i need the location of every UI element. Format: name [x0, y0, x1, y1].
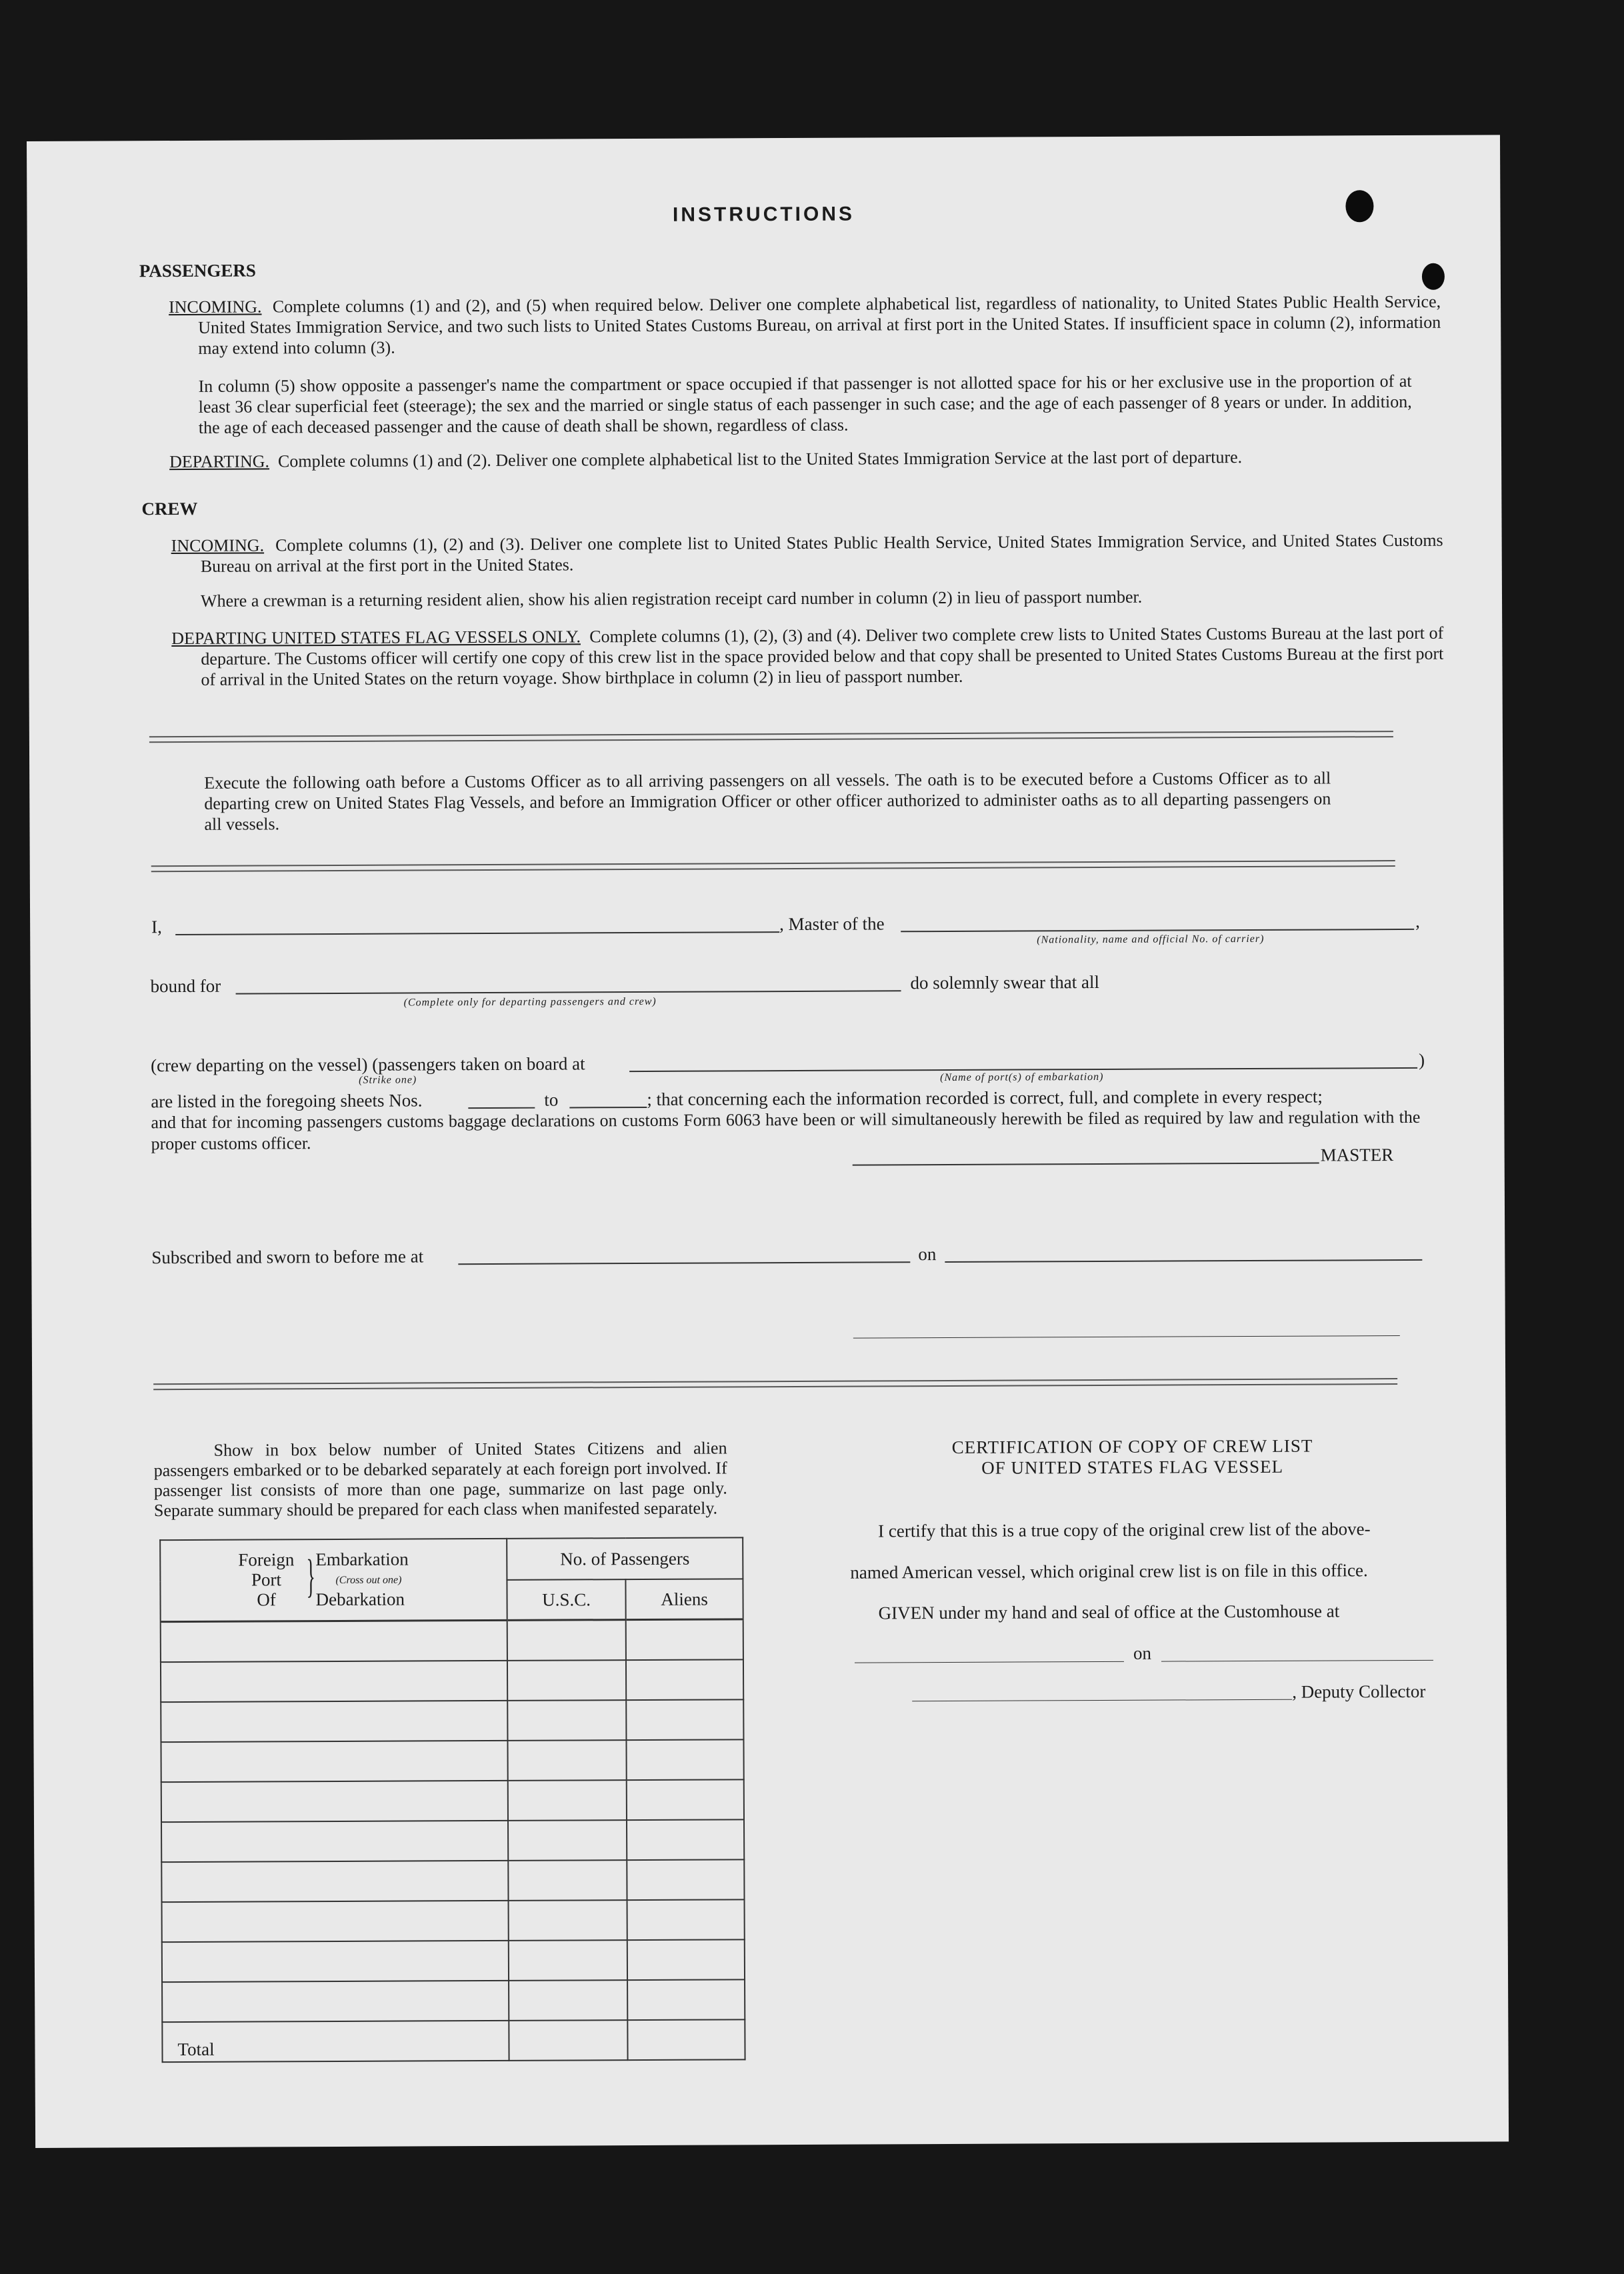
- aliens-cell[interactable]: [627, 1979, 745, 2020]
- summary-instructions-text: Show in box below number of United States Citizens and alien passengers embarked or to be debarked separately at each foreign port involved. If passenger list consists of more than one page, summarize on last page only. Separate summary should be prepared for each class when manifested separately.: [153, 1438, 727, 1521]
- ports-caption: (Name of port(s) of embarkation): [940, 1071, 1104, 1084]
- aliens-cell[interactable]: [626, 1739, 743, 1780]
- master-signature-field[interactable]: [853, 1163, 1319, 1166]
- cross-out-caption: (Cross out one): [335, 1574, 402, 1586]
- crew-departing-label: DEPARTING UNITED STATES FLAG VESSELS ONLY.: [171, 627, 581, 649]
- aliens-header: Aliens: [625, 1579, 743, 1620]
- port-cell[interactable]: [162, 1900, 509, 1941]
- bound-for-label: bound for: [150, 975, 221, 997]
- port-cell[interactable]: [162, 1980, 509, 2021]
- summary-row: [162, 1979, 745, 2022]
- crew-incoming-paragraph: [171, 530, 1443, 577]
- crew-departing-paragraph: [171, 623, 1443, 690]
- deputy-collector-label: , Deputy Collector: [1292, 1681, 1426, 1702]
- port-label: Port: [251, 1569, 281, 1590]
- sheet-from-field[interactable]: [468, 1107, 535, 1109]
- of-label: Of: [257, 1589, 276, 1610]
- total-label: Total: [162, 2020, 509, 2061]
- passengers-incoming-label: INCOMING.: [169, 297, 262, 317]
- usc-cell[interactable]: [509, 1980, 627, 2021]
- customhouse-field[interactable]: [855, 1661, 1124, 1663]
- declaration-text: and that for incoming passengers customs baggage declarations on customs Form 6063 have been or will simultaneously herewith be filed as required by law and regulation with the proper customs officer.: [151, 1107, 1421, 1154]
- section-divider: [153, 1378, 1397, 1390]
- subscribed-place-field[interactable]: [458, 1261, 910, 1265]
- summary-row: [161, 1779, 744, 1822]
- summary-rows: [161, 1619, 745, 2022]
- section-divider: [149, 731, 1393, 743]
- total-aliens-cell[interactable]: [627, 2019, 745, 2060]
- section-divider: [151, 860, 1395, 872]
- certification-title: [845, 1435, 1419, 1479]
- passengers-heading: PASSENGERS: [139, 260, 256, 281]
- usc-cell[interactable]: [508, 1780, 627, 1821]
- usc-cell[interactable]: [507, 1740, 626, 1781]
- total-usc-cell[interactable]: [509, 2020, 627, 2061]
- subscribed-label: Subscribed and sworn to before me at: [151, 1246, 424, 1268]
- embarkation-label: Embarkation: [315, 1549, 409, 1570]
- passengers-column5-paragraph: In column (5) show opposite a passenger's name the compartment or space occupied if that passenger is not allotted space for his or her exclusive use in the proportion of at least 36 clear superficial feet (steerage); the sex and the married or single status of each passenger in such case; and the age of each passenger of 8 years or under. In addition, the age of each deceased passenger and the cause of death shall be shown, regardless of class.: [198, 371, 1412, 437]
- certification-line3: GIVEN under my hand and seal of office at the Customhouse at: [878, 1601, 1340, 1623]
- port-cell[interactable]: [161, 1740, 507, 1781]
- certification-line2: named American vessel, which original crew list is on file in this office.: [850, 1560, 1368, 1583]
- passengers-incoming-text: Complete columns (1) and (2), and (5) when required below. Deliver one complete alphabetical list, regardless of nationality, to United States Public Health Service, United States Immigration Service, and two such lists to United States Customs Bureau, on arrival at first port in the United States. If insufficient space in column (2), information may extend into column (3).: [198, 291, 1441, 358]
- summary-row: [161, 1739, 743, 1782]
- master-label: MASTER: [1320, 1145, 1394, 1165]
- ink-stain: [1345, 190, 1373, 222]
- crew-resident-paragraph: Where a crewman is a returning resident alien, show his alien registration receipt card number in column (2) in lieu of passport number.: [200, 587, 1143, 611]
- aliens-cell[interactable]: [627, 1859, 744, 1900]
- usc-cell[interactable]: [509, 1900, 627, 1941]
- port-cell[interactable]: [161, 1620, 507, 1661]
- crew-heading: CREW: [141, 498, 198, 519]
- carrier-caption: (Nationality, name and official No. of carrier): [1037, 933, 1265, 946]
- page-title: INSTRUCTIONS: [672, 203, 855, 226]
- port-cell[interactable]: [162, 1940, 509, 1981]
- summary-row: [162, 1899, 745, 1942]
- carrier-field[interactable]: [901, 929, 1414, 932]
- subscribed-date-field[interactable]: [945, 1259, 1422, 1263]
- crew-incoming-label: INCOMING.: [171, 535, 265, 556]
- aliens-cell[interactable]: [626, 1659, 743, 1700]
- usc-header: U.S.C.: [507, 1579, 625, 1620]
- usc-cell[interactable]: [509, 1940, 627, 1981]
- summary-row: [161, 1819, 744, 1862]
- ports-close-paren: ): [1418, 1049, 1425, 1070]
- sheets-statement: ; that concerning each the information recorded is correct, full, and complete in every respect;: [647, 1086, 1323, 1109]
- foreign-port-header: [160, 1539, 507, 1622]
- master-of-label: , Master of the: [779, 913, 885, 935]
- subscribed-on-label: on: [918, 1244, 937, 1265]
- debarkation-label: Debarkation: [315, 1589, 405, 1610]
- usc-cell[interactable]: [508, 1860, 627, 1901]
- crew-incoming-text: Complete columns (1), (2) and (3). Deliver one complete list to United States Public Health Service, United States Immigration Service, and United States Customs Bureau on arrival at the first port in the United States.: [200, 530, 1443, 576]
- passengers-departing-text: Complete columns (1) and (2). Deliver one complete alphabetical list to the United States Immigration Service at the last port of departure.: [277, 447, 1243, 471]
- usc-cell[interactable]: [508, 1820, 627, 1861]
- usc-cell[interactable]: [507, 1700, 626, 1741]
- certification-on-label: on: [1133, 1643, 1151, 1663]
- aliens-cell[interactable]: [627, 1939, 745, 1980]
- oath-i-label: I,: [151, 917, 162, 937]
- passengers-incoming-paragraph: [169, 291, 1441, 359]
- port-cell[interactable]: [161, 1860, 508, 1901]
- aliens-cell[interactable]: [627, 1899, 745, 1940]
- swear-label: do solemnly swear that all: [910, 971, 1100, 993]
- bound-for-field[interactable]: [236, 990, 901, 994]
- brace-icon: }: [306, 1551, 316, 1603]
- aliens-cell[interactable]: [627, 1819, 744, 1860]
- summary-row: [161, 1859, 744, 1902]
- usc-cell[interactable]: [507, 1660, 626, 1701]
- usc-cell[interactable]: [507, 1620, 626, 1661]
- foreign-label: Foreign: [238, 1549, 295, 1570]
- aliens-cell[interactable]: [627, 1779, 744, 1820]
- master-name-field[interactable]: [175, 931, 779, 935]
- no-passengers-header: No. of Passengers: [507, 1537, 743, 1580]
- oath-instructions: Execute the following oath before a Customs Officer as to all arriving passengers on all vessels. The oath is to be executed before a Customs Officer as to all departing crew on United States Flag Vessels, and before an Immigration Officer or other officer authorized to administer oaths as to all departing passengers on all vessels.: [204, 768, 1331, 834]
- ink-stain: [1422, 263, 1445, 290]
- sheet-to-label: to: [544, 1089, 559, 1110]
- crew-departing-text: Complete columns (1), (2), (3) and (4). Deliver two complete crew lists to United States Customs Bureau at the last port of departure. The Customs officer will certify one copy of this crew list in the space provided below and that copy shall be presented to United States Customs Bureau at the first port of arrival in the United States on the return voyage. Show birthplace in column (2) in lieu of passport number.: [201, 623, 1444, 689]
- summary-row: [161, 1659, 743, 1702]
- deputy-signature-field[interactable]: [912, 1699, 1292, 1701]
- port-cell[interactable]: [161, 1660, 507, 1701]
- bound-for-caption: (Complete only for departing passengers and crew): [403, 995, 657, 1009]
- passengers-departing-label: DEPARTING.: [169, 451, 270, 472]
- summary-instructions: [154, 1438, 728, 1521]
- port-cell[interactable]: [161, 1820, 508, 1861]
- sheets-label: are listed in the foregoing sheets Nos.: [151, 1090, 423, 1112]
- carrier-comma: ,: [1415, 911, 1420, 931]
- summary-row: [162, 1939, 745, 1982]
- aliens-cell[interactable]: [626, 1619, 743, 1660]
- port-cell[interactable]: [161, 1700, 507, 1741]
- certification-line1: I certify that this is a true copy of the original crew list of the above-: [878, 1519, 1371, 1541]
- certification-title-line2: OF UNITED STATES FLAG VESSEL: [981, 1456, 1284, 1478]
- form-sheet: [27, 135, 1509, 2148]
- summary-row: [161, 1619, 743, 1662]
- passenger-summary-table: [159, 1537, 745, 2062]
- strike-one-caption: (Strike one): [359, 1074, 417, 1086]
- summary-row: [161, 1699, 743, 1742]
- aliens-cell[interactable]: [626, 1699, 743, 1740]
- certification-title-line1: CERTIFICATION OF COPY OF CREW LIST: [951, 1435, 1313, 1457]
- crew-departing-label: (crew departing on the vessel) (passengers taken on board at: [150, 1053, 585, 1076]
- certification-date-field[interactable]: [1161, 1660, 1433, 1662]
- port-cell[interactable]: [161, 1780, 508, 1821]
- sheet-to-field[interactable]: [569, 1107, 647, 1109]
- officer-signature-field[interactable]: [853, 1335, 1400, 1339]
- passengers-departing-paragraph: [169, 446, 1441, 472]
